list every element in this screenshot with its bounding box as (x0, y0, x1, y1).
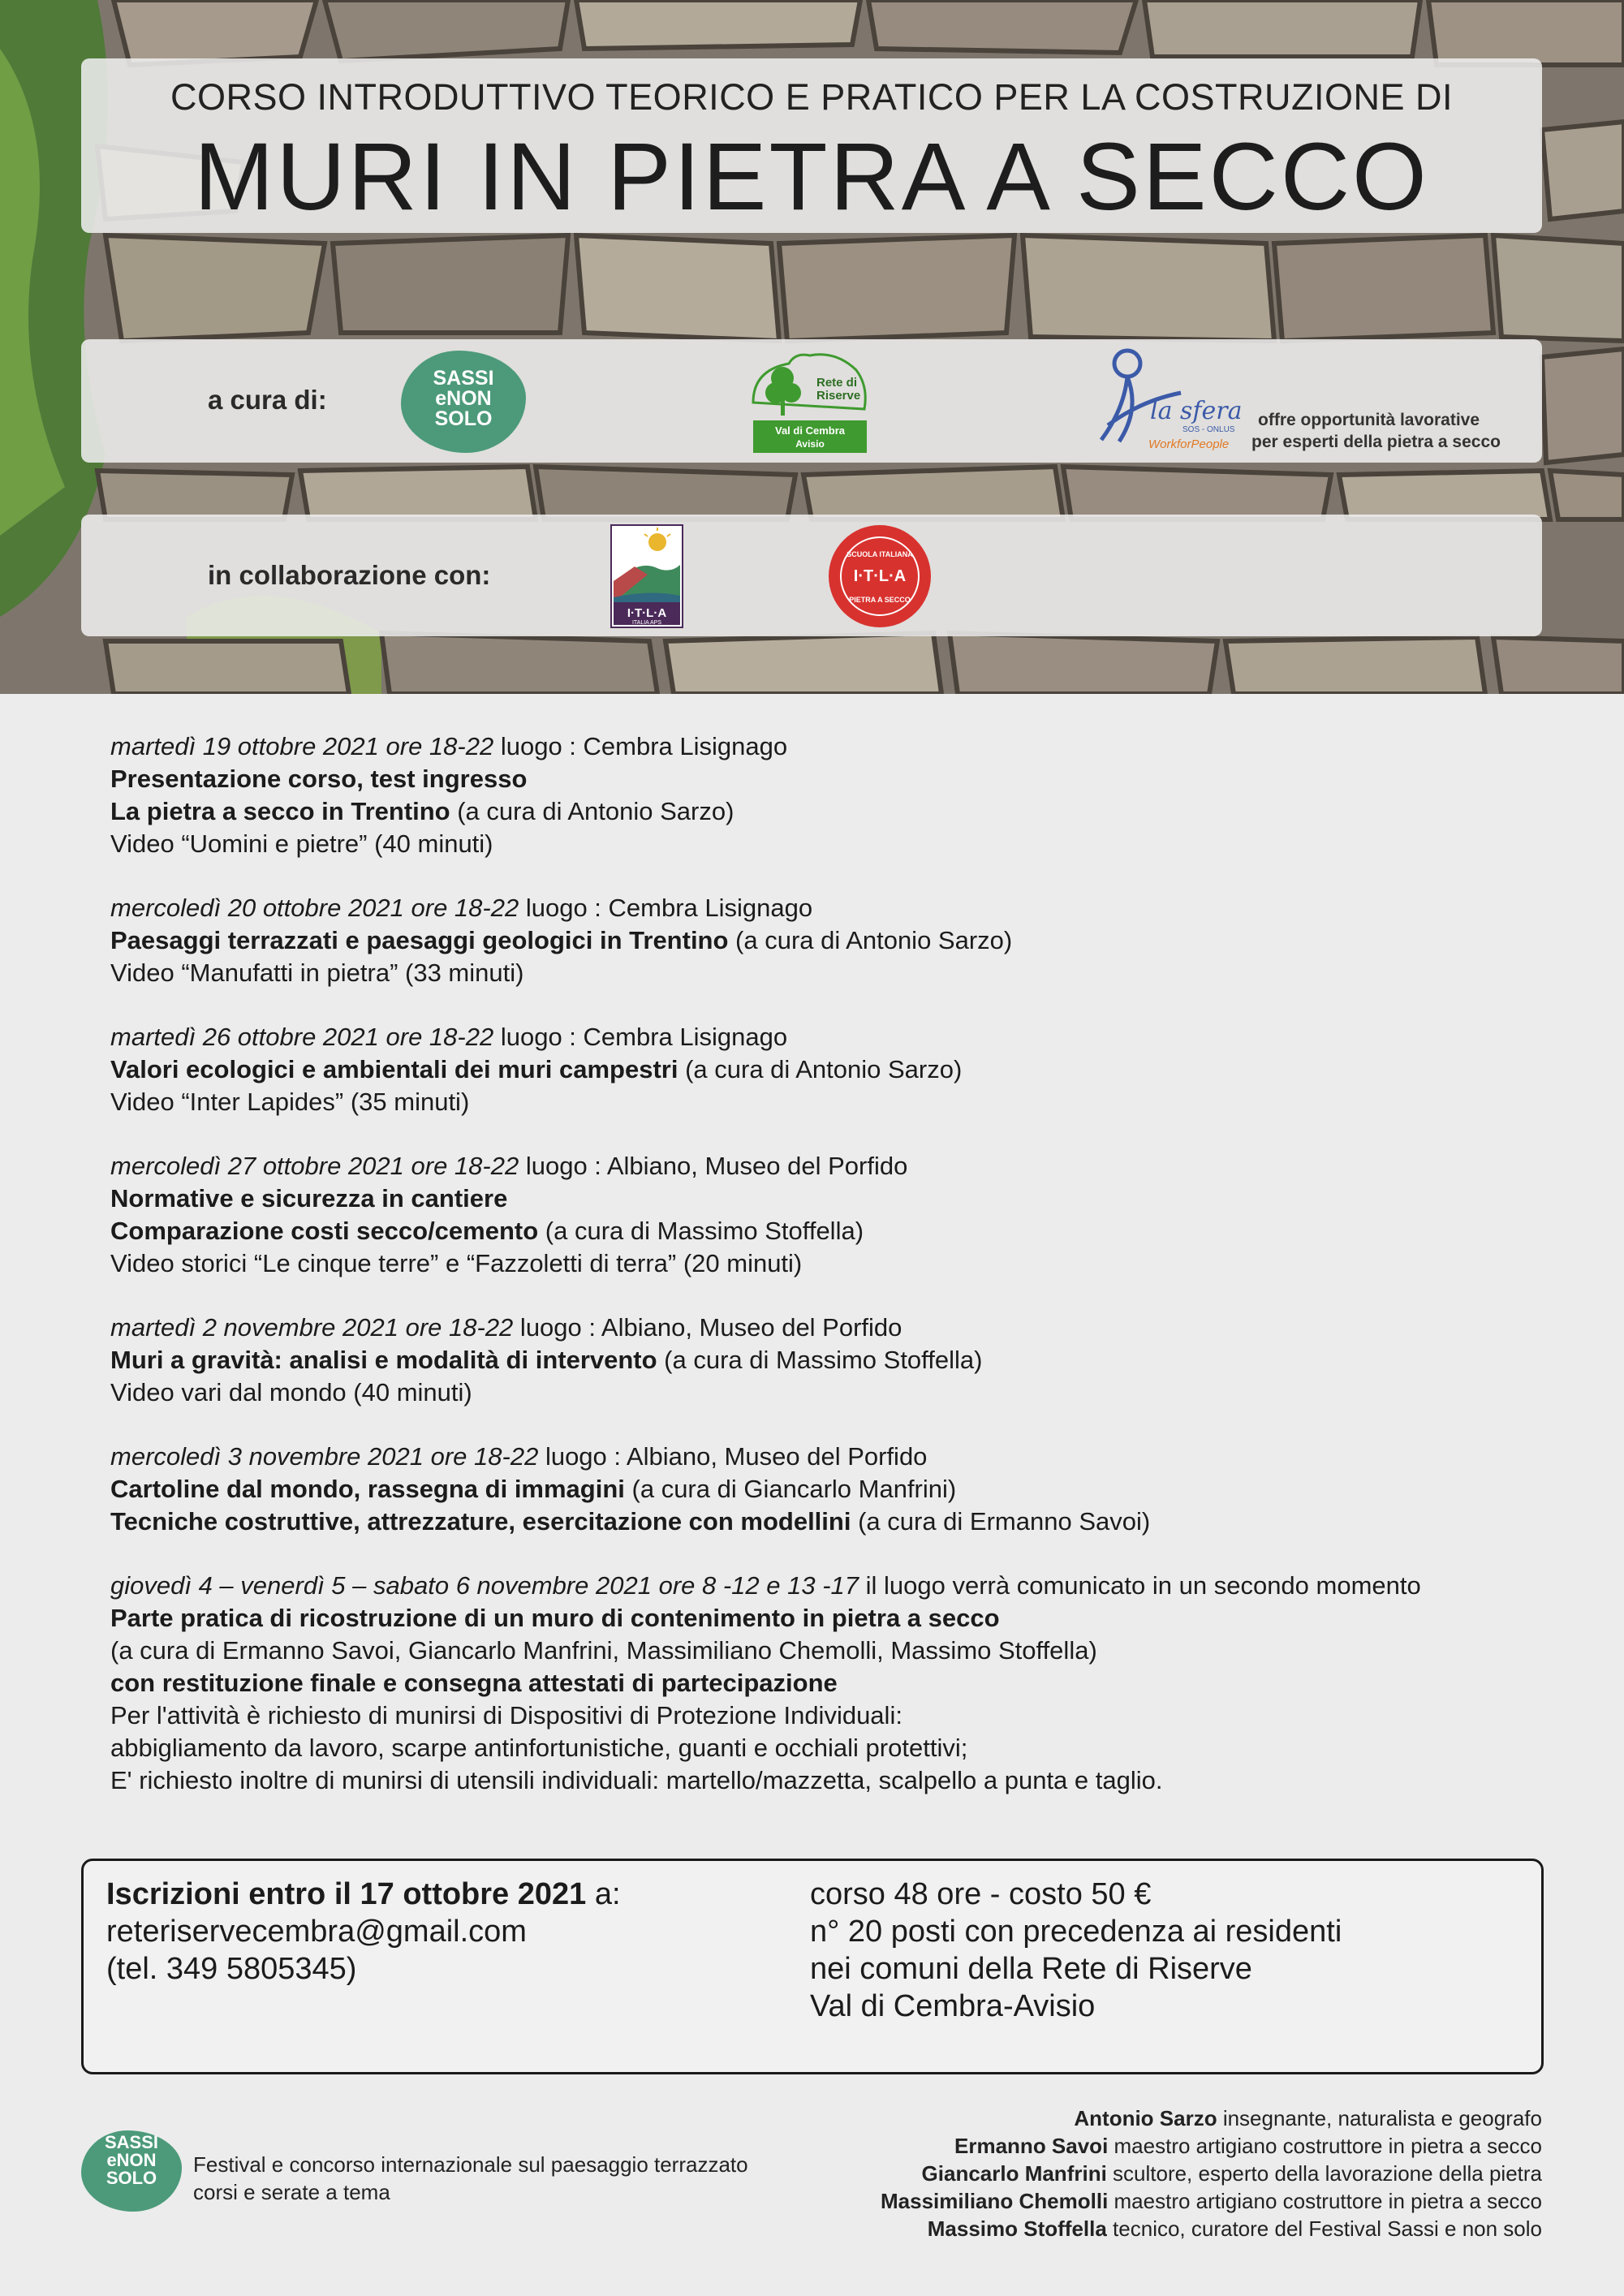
schedule-line (110, 1635, 1555, 1667)
session-topic: Cartoline dal mondo, rassegna di immagini (110, 1475, 625, 1503)
session-detail: luogo : Cembra Lisignago (519, 894, 813, 922)
course-subtitle: CORSO INTRODUTTIVO TEORICO E PRATICO PER LA COSTRUZIONE DI (170, 76, 1453, 118)
credit-row (881, 2187, 1542, 2215)
course-info-line: n° 20 posti con precedenza ai residenti (810, 1915, 1342, 1949)
itla-logo (610, 524, 683, 628)
schedule-session (110, 730, 1555, 860)
instructors-credits (881, 2104, 1542, 2242)
schedule-line (110, 924, 1555, 957)
collaborators-label: in collaborazione con: (208, 560, 491, 590)
credit-role: scultore, esperto della lavorazione della pietra (1106, 2161, 1542, 2186)
schedule-line (110, 1732, 1555, 1764)
footer-text-line-1: Festival e concorso internazionale sul paesaggio terrazzato (193, 2152, 748, 2177)
course-info-line: corso 48 ore - costo 50 € (810, 1877, 1152, 1911)
schedule-session (110, 1570, 1555, 1797)
schedule-line (110, 1053, 1555, 1086)
session-detail: (a cura di Ermanno Savoi, Giancarlo Manfrini, Massimiliano Chemolli, Massimo Stoffella) (110, 1636, 1097, 1665)
schedule-line (110, 1376, 1555, 1409)
course-info-line: nei comuni della Rete di Riserve (810, 1952, 1252, 1986)
sfera-description-line-2: per esperti della pietra a secco (1251, 433, 1501, 452)
session-detail: luogo : Albiano, Museo del Porfido (538, 1442, 928, 1471)
credit-name: Antonio Sarzo (1074, 2106, 1217, 2130)
credit-role: maestro artigiano costruttore in pietra a secco (1108, 2134, 1542, 2158)
schedule-line (110, 1473, 1555, 1506)
footer-text-line-2: corsi e serate a tema (193, 2180, 390, 2204)
rete-logo-bottom: Val di Cembra (775, 424, 845, 437)
session-detail: luogo : Cembra Lisignago (493, 1023, 788, 1051)
session-detail: (a cura di Massimo Stoffella) (657, 1346, 983, 1374)
sfera-logo-sub: WorkforPeople (1148, 437, 1230, 451)
session-topic: con restituzione finale e consegna attestati di partecipazione (110, 1669, 838, 1697)
session-detail: Video “Inter Lapides” (35 minuti) (110, 1088, 470, 1116)
session-date: martedì 2 novembre 2021 ore 18-22 (110, 1313, 514, 1342)
schedule-line (110, 1667, 1555, 1699)
session-topic: Parte pratica di ricostruzione di un muro di contenimento in pietra a secco (110, 1604, 1000, 1632)
footer-logo-line-2: eNON (106, 2150, 157, 2170)
schedule-line (110, 1764, 1555, 1797)
credit-row (881, 2104, 1542, 2132)
schedule-line (110, 828, 1555, 860)
session-date: martedì 19 ottobre 2021 ore 18-22 (110, 732, 494, 760)
sassi-logo-line-3: SOLO (434, 407, 493, 430)
session-date: mercoledì 3 novembre 2021 ore 18-22 (110, 1442, 539, 1471)
session-date: martedì 26 ottobre 2021 ore 18-22 (110, 1023, 494, 1051)
itla-logo-name: I·T·L·A (627, 606, 667, 620)
title-band (81, 58, 1542, 233)
course-schedule (110, 730, 1555, 1829)
credit-role: insegnante, naturalista e geografo (1217, 2106, 1542, 2130)
schedule-line (110, 1086, 1555, 1118)
schedule-line (110, 730, 1555, 763)
credit-row (881, 2215, 1542, 2242)
session-detail: Video storici “Le cinque terre” e “Fazzoletti di terra” (20 minuti) (110, 1249, 803, 1277)
credit-row (881, 2160, 1542, 2187)
schedule-line (110, 1215, 1555, 1247)
session-detail: abbigliamento da lavoro, scarpe antinfortunistiche, guanti e occhiali protettivi; (110, 1734, 968, 1762)
session-detail: luogo : Albiano, Museo del Porfido (513, 1313, 902, 1342)
sfera-logo-name: la sfera (1150, 397, 1243, 425)
credit-name: Giancarlo Manfrini (921, 2161, 1107, 2186)
organizers-label: a cura di: (208, 385, 327, 415)
registration-contact (106, 1876, 621, 1988)
registration-deadline (106, 1876, 621, 1913)
schedule-line (110, 1344, 1555, 1376)
session-topic: Presentazione corso, test ingresso (110, 765, 528, 793)
hero-stone-wall (0, 0, 1624, 694)
session-topic: Valori ecologici e ambientali dei muri campestri (110, 1055, 678, 1083)
schedule-line (110, 1182, 1555, 1215)
session-date: giovedì 4 – venerdì 5 – sabato 6 novembre 2021 ore 8 -12 e 13 -17 (110, 1571, 859, 1600)
scuola-logo-bottom: PIETRA A SECCO (849, 596, 911, 604)
collaborators-band (81, 515, 1542, 636)
course-title: MURI IN PIETRA A SECCO (194, 123, 1429, 230)
rete-logo-top: Rete di (816, 376, 858, 390)
session-date: mercoledì 20 ottobre 2021 ore 18-22 (110, 894, 519, 922)
session-detail: E' richiesto inoltre di munirsi di utensili individuali: martello/mazzetta, scalpello a punta e taglio. (110, 1766, 1163, 1794)
rete-logo-mid: Riserve (816, 389, 861, 403)
credit-name: Massimo Stoffella (927, 2216, 1107, 2241)
sassi-logo-line-1: SASSI (433, 367, 494, 390)
session-detail: luogo : Cembra Lisignago (493, 732, 788, 760)
itla-logo-sub: ITALIA APS (631, 620, 662, 626)
session-detail: Per l'attività è richiesto di munirsi di Dispositivi di Protezione Individuali: (110, 1701, 902, 1730)
session-detail: il luogo verrà comunicato in un secondo momento (859, 1571, 1421, 1600)
footer-logo-line-1: SASSI (104, 2132, 159, 2152)
footer-logo-line-3: SOLO (106, 2168, 157, 2188)
deadline-text: Iscrizioni entro il 17 ottobre 2021 (106, 1877, 587, 1911)
credit-row (881, 2132, 1542, 2160)
schedule-line (110, 1699, 1555, 1732)
session-detail: (a cura di Antonio Sarzo) (678, 1055, 963, 1083)
course-info (810, 1876, 1342, 2025)
schedule-line (110, 1570, 1555, 1602)
footer-sassi-logo (81, 2130, 182, 2212)
footer-festival-text (193, 2151, 748, 2206)
session-topic: La pietra a secco in Trentino (110, 797, 450, 825)
session-topic: Paesaggi terrazzati e paesaggi geologici in Trentino (110, 926, 729, 954)
registration-box (81, 1859, 1544, 2074)
schedule-session (110, 1150, 1555, 1280)
rete-di-riserve-logo (747, 346, 872, 458)
session-detail: Video “Manufatti in pietra” (33 minuti) (110, 958, 524, 987)
session-detail: (a cura di Ermanno Savoi) (851, 1507, 1151, 1536)
session-detail: Video vari dal mondo (40 minuti) (110, 1378, 472, 1406)
la-sfera-logo (1092, 344, 1246, 458)
session-date: mercoledì 27 ottobre 2021 ore 18-22 (110, 1152, 519, 1180)
session-detail: Video “Uomini e pietre” (40 minuti) (110, 829, 493, 858)
registration-phone: (tel. 349 5805345) (106, 1952, 357, 1986)
sassi-logo-line-2: eNON (435, 387, 492, 410)
schedule-line (110, 1506, 1555, 1538)
rete-logo-bottom-2: Avisio (795, 438, 825, 450)
schedule-session (110, 1441, 1555, 1538)
schedule-line (110, 957, 1555, 989)
credit-name: Ermanno Savoi (954, 2134, 1109, 2158)
course-info-line: Val di Cembra-Avisio (810, 1989, 1096, 2023)
sfera-logo-tag: SOS - ONLUS (1182, 425, 1235, 434)
schedule-line (110, 1150, 1555, 1182)
schedule-line (110, 763, 1555, 795)
session-detail: luogo : Albiano, Museo del Porfido (519, 1152, 908, 1180)
credit-role: maestro artigiano costruttore in pietra a secco (1108, 2189, 1542, 2213)
scuola-logo-top: SCUOLA ITALIANA (846, 550, 913, 558)
schedule-line (110, 1602, 1555, 1635)
session-detail: (a cura di Antonio Sarzo) (728, 926, 1013, 954)
schedule-session (110, 1312, 1555, 1409)
schedule-line (110, 1312, 1555, 1344)
credit-name: Massimiliano Chemolli (881, 2189, 1109, 2213)
session-topic: Tecniche costruttive, attrezzature, esercitazione con modellini (110, 1507, 851, 1536)
schedule-line (110, 1021, 1555, 1053)
session-detail: (a cura di Antonio Sarzo) (450, 797, 734, 825)
scuola-logo-mid: I·T·L·A (853, 567, 907, 585)
session-detail: (a cura di Giancarlo Manfrini) (624, 1475, 957, 1503)
session-detail: (a cura di Massimo Stoffella) (538, 1217, 864, 1245)
credit-role: tecnico, curatore del Festival Sassi e non solo (1106, 2216, 1542, 2241)
sassi-e-non-solo-logo (401, 351, 526, 453)
session-topic: Muri a gravità: analisi e modalità di intervento (110, 1346, 657, 1374)
registration-email[interactable]: reteriservecembra@gmail.com (106, 1915, 527, 1949)
scuola-italiana-pietra-a-secco-logo (826, 523, 933, 630)
deadline-tail: a: (586, 1877, 621, 1911)
schedule-line (110, 892, 1555, 924)
sfera-description-line-1: offre opportunità lavorative (1258, 411, 1480, 429)
schedule-session (110, 892, 1555, 989)
organizers-band (81, 339, 1542, 463)
sfera-description (1251, 409, 1501, 454)
schedule-line (110, 795, 1555, 828)
schedule-session (110, 1021, 1555, 1118)
schedule-line (110, 1441, 1555, 1473)
schedule-line (110, 1247, 1555, 1280)
session-topic: Normative e sicurezza in cantiere (110, 1184, 508, 1213)
session-topic: Comparazione costi secco/cemento (110, 1217, 539, 1245)
